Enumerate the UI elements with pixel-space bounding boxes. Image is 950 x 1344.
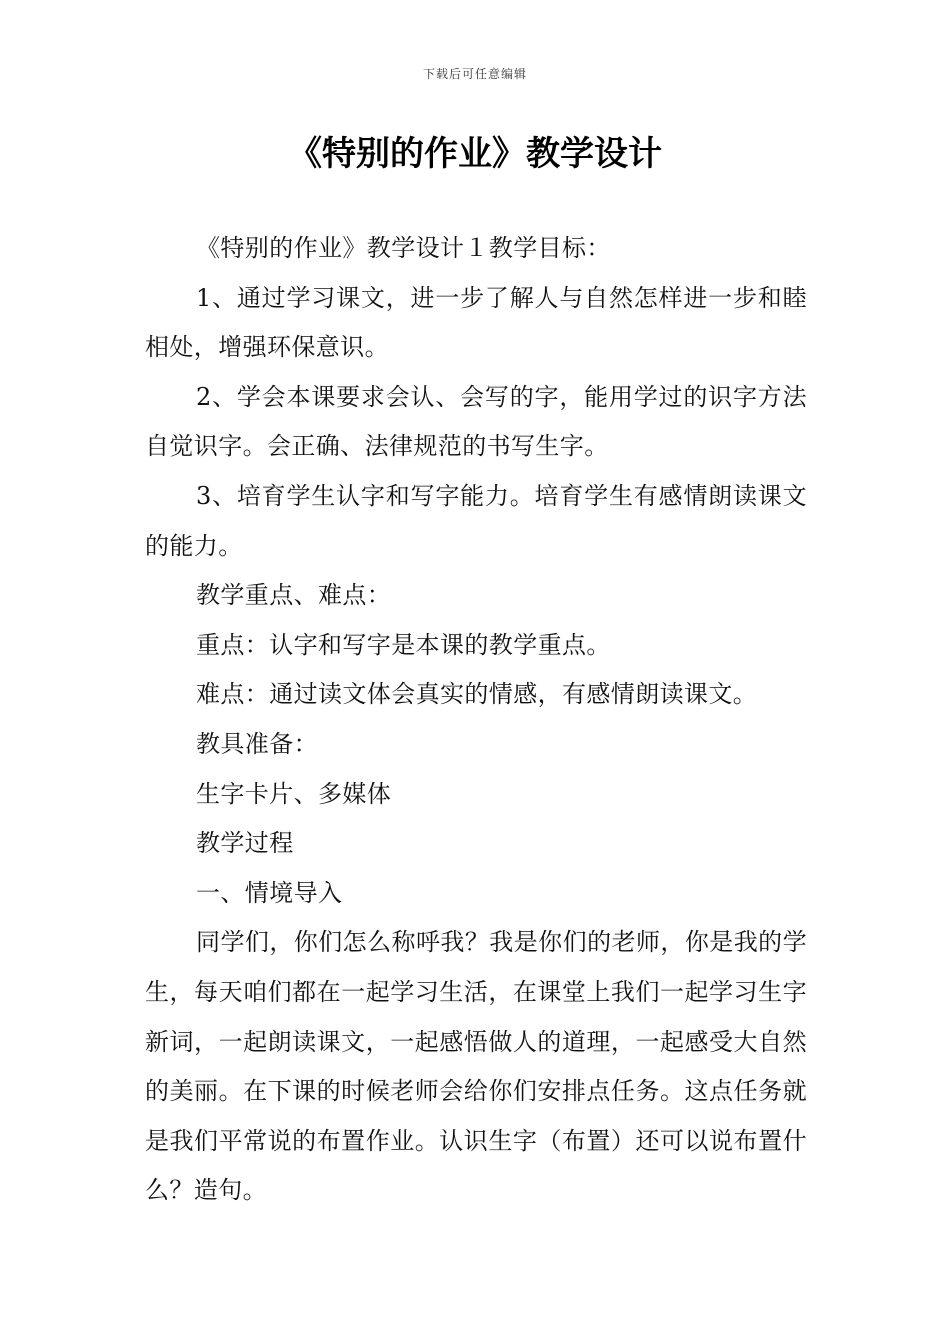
paragraph-materials: 生字卡片、多媒体 bbox=[196, 779, 392, 808]
paragraph-materials-heading: 教具准备： bbox=[196, 729, 318, 758]
paragraph-process-heading: 教学过程 bbox=[196, 829, 294, 858]
paragraph-introduction-text: 同学们，你们怎么称呼我？我是你们的老师，你是我的学生，每天咱们都在一起学习生活，在课堂上我们一起学习生字新词，一起朗读课文，一起感悟做人的道理，一起感受大自然的美丽。在下课的时候老师会给你们安排点任务。这点任务就是我们平常说的布置作业。认识生字（布置）还可以说布置什么？造句。 bbox=[145, 928, 807, 1205]
paragraph-intro: 《特别的作业》教学设计１教学目标： bbox=[196, 234, 611, 262]
paragraph-objective-3: 3、培育学生认字和写字能力。培育学生有感情朗读课文的能力。 bbox=[145, 481, 807, 560]
paragraph-key-point: 重点：认字和写字是本课的教学重点。 bbox=[196, 630, 611, 659]
paragraph-difficulty: 难点：通过读文体会真实的情感，有感情朗读课文。 bbox=[196, 680, 758, 709]
paragraph-section-1-heading: 一、情境导入 bbox=[196, 878, 343, 907]
paragraph-key-points-heading: 教学重点、难点： bbox=[196, 581, 392, 610]
document-title: 《特别的作业》教学设计 bbox=[288, 134, 662, 174]
page-header-note: 下载后可任意编辑 bbox=[422, 67, 527, 81]
paragraph-objective-1: 1、通过学习课文，进一步了解人与自然怎样进一步和睦相处，增强环保意识。 bbox=[145, 283, 807, 362]
paragraph-objective-2: 2、学会本课要求会认、会写的字，能用学过的识字方法自觉识字。会正确、法律规范的书写生字。 bbox=[145, 382, 807, 461]
document-body bbox=[145, 224, 807, 1216]
